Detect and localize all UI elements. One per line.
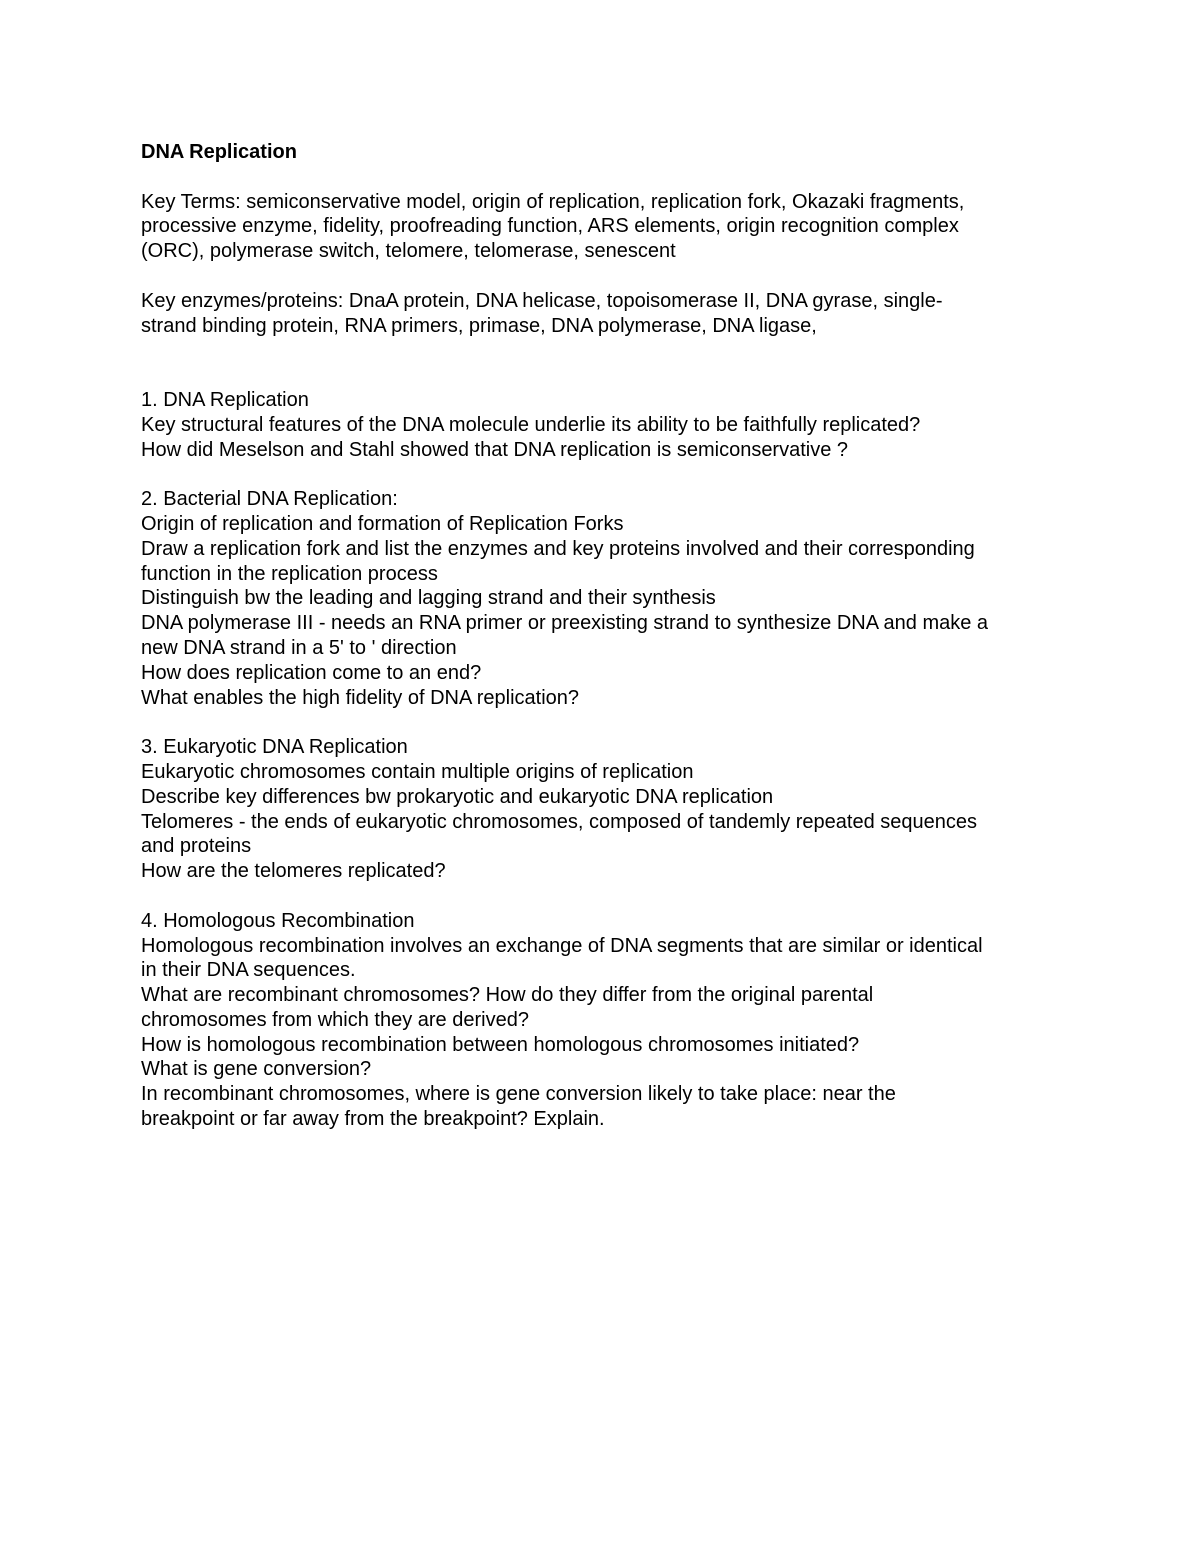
section-line: in their DNA sequences.: [141, 959, 356, 982]
section-line: Homologous recombination involves an exchange of DNA segments that are similar or identical: [141, 934, 983, 957]
section-eukaryotic-dna-replication: [141, 735, 1080, 884]
section-line: What enables the high fidelity of DNA replication?: [141, 686, 580, 709]
section-line: How did Meselson and Stahl showed that DNA replication is semiconservative ?: [141, 438, 849, 461]
document-title: DNA Replication: [141, 141, 297, 163]
section-line: Key structural features of the DNA molecule underlie its ability to be faithfully replicated?: [141, 413, 921, 436]
blank-line: [141, 363, 1080, 388]
section-heading: 1. DNA Replication: [141, 388, 309, 411]
section-line: In recombinant chromosomes, where is gene conversion likely to take place: near the: [141, 1083, 896, 1106]
section-line: function in the replication process: [141, 562, 438, 585]
section-line: chromosomes from which they are derived?: [141, 1008, 529, 1031]
section-line: Describe key differences bw prokaryotic and eukaryotic DNA replication: [141, 785, 774, 808]
section-line: Draw a replication fork and list the enzymes and key proteins involved and their corresponding: [141, 537, 975, 560]
key-terms-line: processive enzyme, fidelity, proofreading function, ARS elements, origin recognition complex: [141, 215, 959, 238]
section-dna-replication: [141, 388, 1080, 462]
section-line: Distinguish bw the leading and lagging strand and their synthesis: [141, 587, 716, 610]
section-line: What are recombinant chromosomes? How do they differ from the original parental: [141, 984, 874, 1007]
section-line: new DNA strand in a 5' to ' direction: [141, 636, 457, 659]
section-line: How are the telomeres replicated?: [141, 860, 446, 883]
section-line: Eukaryotic chromosomes contain multiple origins of replication: [141, 760, 694, 783]
section-line: Origin of replication and formation of Replication Forks: [141, 512, 624, 535]
key-enzymes-line: Key enzymes/proteins: DnaA protein, DNA helicase, topoisomerase II, DNA gyrase, single-: [141, 289, 943, 312]
section-heading: 4. Homologous Recombination: [141, 909, 415, 932]
section-line: How does replication come to an end?: [141, 661, 482, 684]
section-line: What is gene conversion?: [141, 1058, 372, 1081]
section-line: breakpoint or far away from the breakpoint? Explain.: [141, 1108, 605, 1131]
key-terms-line: (ORC), polymerase switch, telomere, telomerase, senescent: [141, 240, 676, 263]
section-line: How is homologous recombination between homologous chromosomes initiated?: [141, 1033, 860, 1056]
key-terms-paragraph: [141, 190, 1080, 264]
key-terms-line: Key Terms: semiconservative model, origin of replication, replication fork, Okazaki fragments,: [141, 190, 965, 213]
section-line: Telomeres - the ends of eukaryotic chromosomes, composed of tandemly repeated sequences: [141, 810, 977, 833]
section-line: DNA polymerase III - needs an RNA primer or preexisting strand to synthesize DNA and make a: [141, 612, 989, 635]
section-line: and proteins: [141, 835, 252, 858]
section-bacterial-dna-replication: [141, 487, 1080, 710]
section-heading: 3. Eukaryotic DNA Replication: [141, 736, 408, 759]
key-enzymes-paragraph: [141, 289, 1080, 339]
section-heading: 2. Bacterial DNA Replication:: [141, 488, 398, 511]
key-enzymes-line: strand binding protein, RNA primers, primase, DNA polymerase, DNA ligase,: [141, 314, 817, 337]
section-homologous-recombination: [141, 909, 1080, 1132]
